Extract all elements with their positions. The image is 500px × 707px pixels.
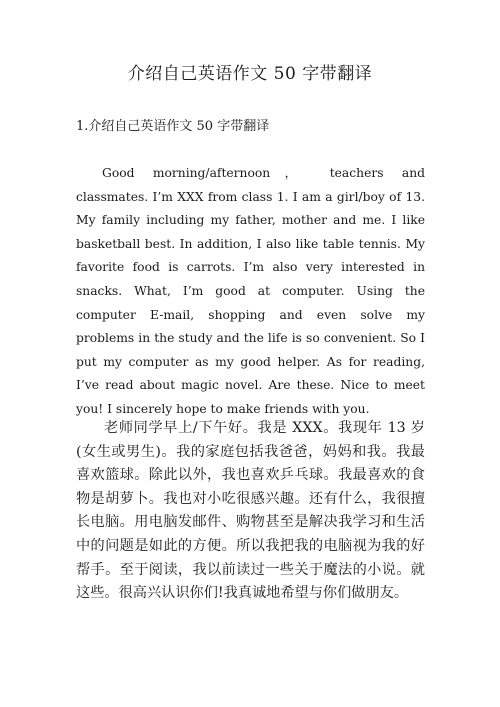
english-paragraph: Good morning/afternoon， teachers and classmates. I’m XXX from class 1. I am a girl/boy of 13. My family including my father, mother and me. I like basketball best. In addition, I also like table tennis. My favorite food is carrots. I’m also very interested in snacks. What, I’m good at computer. Using the computer E-mail, shopping and even solve my problems in the study and the life is so convenient. So I put my computer as my good helper. As for reading, I’ve read about magic novel. Are these. Nice to meet you! I sincerely hope to make friends with you.: [76, 166, 425, 416]
chinese-paragraph: 老师同学早上/下午好。我是 XXX。我现年 13 岁(女生或男生)。我的家庭包括我爸爸，妈妈和我。我最喜欢篮球。除此以外，我也喜欢乒乓球。我最喜欢的食物是胡萝卜。我也对小吃很感兴趣。还有什么，我很擅长电脑。用电脑发邮件、购物甚至是解决我学习和生活中的问题是如此的方便。所以我把我的电脑视为我的好帮手。至于阅读，我以前读过一些关于魔法的小说。就这些。很高兴认识你们!我真诚地希望与你们做朋友。: [76, 420, 425, 602]
section-heading: 1.介绍自己英语作文 50 字带翻译: [76, 119, 270, 134]
document-title: 介绍自己英语作文 50 字带翻译: [127, 64, 373, 84]
